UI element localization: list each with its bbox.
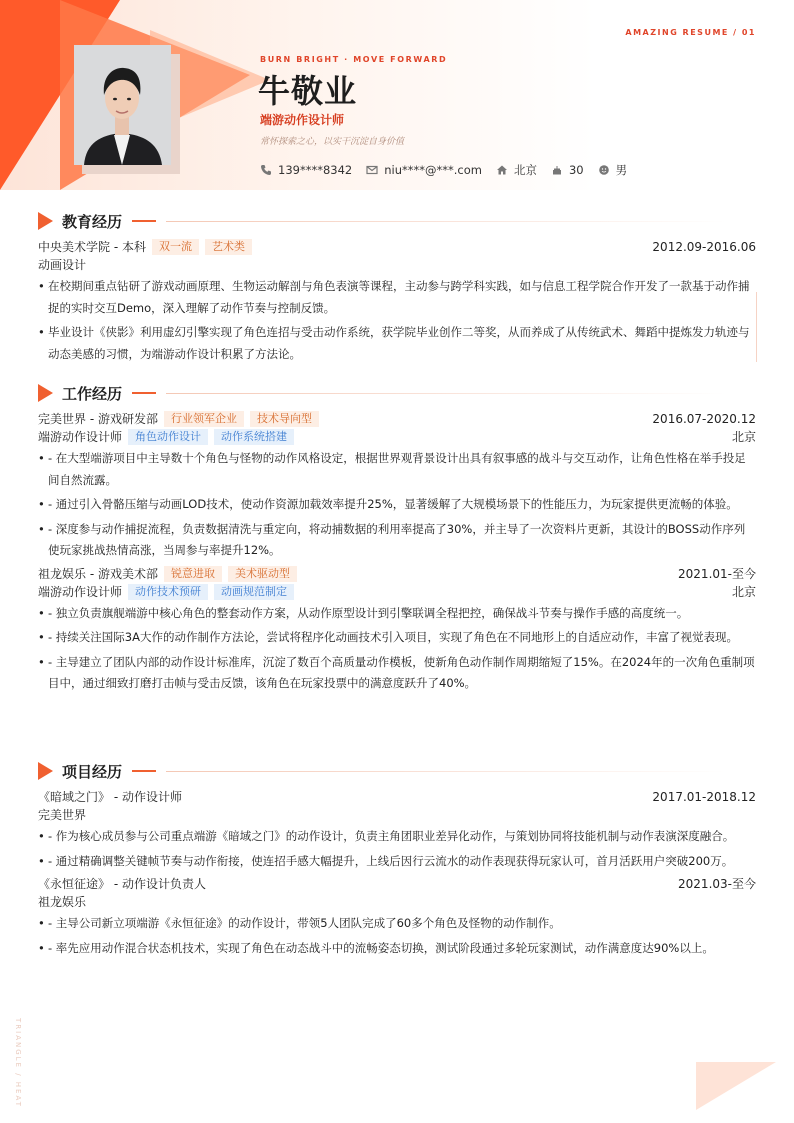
education-bullets bbox=[38, 276, 756, 365]
face-icon bbox=[598, 164, 610, 176]
job-role-row bbox=[38, 583, 756, 601]
avatar-portrait bbox=[74, 45, 171, 165]
job-title: 端游动作设计师 bbox=[260, 113, 345, 127]
project-period: 2017.01-2018.12 bbox=[652, 790, 756, 804]
phone-icon bbox=[260, 164, 272, 176]
list-item: • - 通过精确调整关键帧节奏与动作衔接，使连招手感大幅提升，上线后因行云流水的动作表现获得玩家认可，首月活跃用户突破200万。 bbox=[38, 851, 756, 873]
school-tag: 艺术类 bbox=[205, 239, 252, 255]
list-item: • - 持续关注国际3A大作的动作制作方法论，尝试将程序化动画技术引入项目，实现了角色在不同地形上的自适应动作，丰富了视觉表现。 bbox=[38, 627, 756, 649]
side-decor-text: TRIANGLE / HEAT bbox=[14, 1018, 22, 1108]
job-role-row bbox=[38, 428, 756, 446]
corner-decor-triangle bbox=[696, 1062, 776, 1110]
contact-city bbox=[496, 162, 537, 178]
email-address[interactable]: niu****@***.com bbox=[384, 163, 482, 177]
section-header bbox=[38, 760, 756, 782]
contact-gender bbox=[598, 162, 628, 178]
list-item: • - 深度参与动作捕捉流程，负责数据清洗与重定向，将动捕数据的利用率提高了30%，并主导了一次资料片更新，其设计的BOSS动作序列使玩家挑战热情高涨，当周参与率提升12%。 bbox=[38, 519, 756, 562]
list-item: • - 主导公司新立项端游《永恒征途》的动作设计，带领5人团队完成了60多个角色及怪物的动作制作。 bbox=[38, 913, 756, 935]
contact-age bbox=[551, 163, 584, 177]
company-name: 祖龙娱乐 - 游戏美术部 bbox=[38, 566, 158, 581]
title-divider bbox=[166, 221, 726, 222]
list-item: • 在校期间重点钻研了游戏动画原理、生物运动解剖与角色表演等课程，主动参与跨学科实践，如与信息工程学院合作开发了一款基于动作捕捉的实时交互Demo，深入理解了动作节奏与控制反馈。 bbox=[38, 276, 756, 319]
company-tag: 行业领军企业 bbox=[164, 411, 244, 427]
job-company-row bbox=[38, 565, 756, 583]
project-period: 2021.03-至今 bbox=[678, 877, 756, 891]
project-name: 《暗域之门》 - 动作设计师 bbox=[38, 790, 182, 804]
projects-section bbox=[38, 760, 756, 962]
section-header bbox=[38, 210, 756, 232]
candidate-name: 牛敬业 bbox=[258, 72, 358, 110]
role-tag: 动画规范制定 bbox=[214, 584, 294, 600]
list-item: • - 在大型端游项目中主导数十个角色与怪物的动作风格设定，根据世界观背景设计出具有叙事感的战斗与交互动作，让角色性格在举手投足间自然流露。 bbox=[38, 448, 756, 491]
home-icon bbox=[496, 164, 508, 176]
triangle-marker-icon bbox=[38, 212, 53, 230]
job-city: 北京 bbox=[731, 584, 756, 599]
section-title: 项目经历 bbox=[62, 762, 123, 781]
education-period: 2012.09-2016.06 bbox=[652, 240, 756, 254]
project-row bbox=[38, 875, 756, 893]
project-bullets bbox=[38, 913, 756, 959]
section-title: 工作经历 bbox=[62, 384, 123, 403]
list-item: • - 作为核心成员参与公司重点端游《暗域之门》的动作设计，负责主角团职业差异化动作，与策划协同将技能机制与动作表演深度融合。 bbox=[38, 826, 756, 848]
role-name: 端游动作设计师 bbox=[38, 584, 123, 599]
title-divider bbox=[166, 771, 726, 772]
job-period: 2016.07-2020.12 bbox=[652, 412, 756, 426]
role-tag: 角色动作设计 bbox=[128, 429, 208, 445]
company-tag: 锐意进取 bbox=[164, 566, 222, 582]
list-item: • - 独立负责旗舰端游中核心角色的整套动作方案，从动作原型设计到引擎联调全程把控，确保战斗节奏与操作手感的高度统一。 bbox=[38, 603, 756, 625]
list-item: • - 通过引入骨骼压缩与动画LOD技术，使动作资源加载效率提升25%，显著缓解了大规模场景下的性能压力，为玩家提供更流畅的体验。 bbox=[38, 494, 756, 516]
education-section bbox=[38, 210, 756, 368]
motto: 常怀探索之心，以实干沉淀自身价值 bbox=[260, 137, 405, 147]
title-dash bbox=[132, 220, 156, 222]
project-bullets bbox=[38, 826, 756, 872]
list-item: • - 主导建立了团队内部的动作设计标准库，沉淀了数百个高质量动作模板，使新角色动作制作周期缩短了15%。在2024年的一次角色重制项目中，通过细致打磨打击帧与受击反馈，该角色在玩家投票中的满意度跃升了40%。 bbox=[38, 652, 756, 695]
gender: 男 bbox=[615, 163, 628, 177]
section-header bbox=[38, 382, 756, 404]
cake-icon bbox=[551, 164, 563, 176]
contact-bar bbox=[260, 162, 641, 178]
company-tag: 美术驱动型 bbox=[228, 566, 297, 582]
phone-number[interactable]: 139****8342 bbox=[278, 163, 353, 177]
major: 动画设计 bbox=[38, 258, 87, 272]
title-divider bbox=[166, 393, 726, 394]
job-city: 北京 bbox=[731, 430, 756, 444]
work-section bbox=[38, 382, 756, 698]
list-item: • 毕业设计《侠影》利用虚幻引擎实现了角色连招与受击动作系统，获学院毕业创作二等奖，从而养成了从传统武术、舞蹈中提炼发力轨迹与动态美感的习惯，为端游动作设计积累了方法论。 bbox=[38, 322, 756, 365]
resume-tag: AMAZING RESUME / 01 bbox=[625, 28, 756, 37]
role-name: 端游动作设计师 bbox=[38, 430, 123, 444]
triangle-marker-icon bbox=[38, 762, 53, 780]
company-tag: 技术导向型 bbox=[250, 411, 319, 427]
job-company-row bbox=[38, 410, 756, 428]
job-bullets bbox=[38, 448, 756, 562]
age: 30 bbox=[568, 163, 584, 177]
avatar bbox=[74, 45, 171, 165]
slogan: BURN BRIGHT · MOVE FORWARD bbox=[260, 55, 448, 64]
school-tag: 双一流 bbox=[152, 239, 199, 255]
role-tag: 动作系统搭建 bbox=[214, 429, 294, 445]
decor-vertical-line bbox=[756, 292, 757, 362]
city: 北京 bbox=[513, 163, 537, 177]
section-title: 教育经历 bbox=[62, 212, 123, 231]
company-name: 完美世界 - 游戏研发部 bbox=[38, 412, 158, 426]
job-bullets bbox=[38, 603, 756, 695]
project-name: 《永恒征途》 - 动作设计负责人 bbox=[38, 877, 206, 891]
project-org: 完美世界 bbox=[38, 808, 87, 822]
mail-icon bbox=[366, 164, 378, 176]
title-dash bbox=[132, 392, 156, 394]
school-name: 中央美术学院 - 本科 bbox=[38, 240, 146, 254]
project-row bbox=[38, 788, 756, 806]
contact-email bbox=[366, 163, 482, 177]
job-period: 2021.01-至今 bbox=[678, 566, 756, 581]
contact-phone bbox=[260, 163, 352, 177]
project-org: 祖龙娱乐 bbox=[38, 895, 87, 909]
education-row bbox=[38, 238, 756, 256]
title-dash bbox=[132, 770, 156, 772]
triangle-marker-icon bbox=[38, 384, 53, 402]
list-item: • - 率先应用动作混合状态机技术，实现了角色在动态战斗中的流畅姿态切换，测试阶段通过多轮玩家测试，动作满意度达90%以上。 bbox=[38, 938, 756, 960]
role-tag: 动作技术预研 bbox=[128, 584, 208, 600]
